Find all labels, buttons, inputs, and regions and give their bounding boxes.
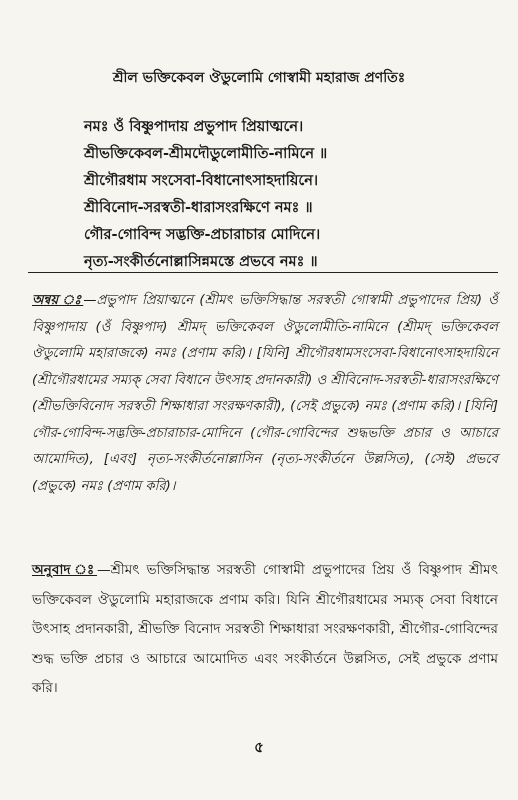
page-heading: শ্রীল ভক্তিকেবল ঔডুলোমি গোস্বামী মহারাজ প্রণতিঃ <box>112 70 406 86</box>
divider-line <box>28 272 498 273</box>
translation-label: অনুবাদ ঃ <box>32 562 97 578</box>
sanskrit-verse <box>84 114 504 276</box>
verse-line: নমঃ ওঁ বিষ্ণুপাদায় প্রভুপাদ প্রিয়াত্মনে। <box>84 119 304 135</box>
verse-line: শ্রীভক্তিকেবল-শ্রীমদৌডুলোমীতি-নামিনে ॥ <box>84 146 328 162</box>
anvaya-text: —প্রভুপাদ প্রিয়াত্মনে (শ্রীমৎ ভক্তিসিদ্ধান্ত সরস্বতী গোস্বামী প্রভুপাদের প্রিয়) ওঁ বিষ্ণুপাদায় (ওঁ বিষ্ণুপাদ) শ্রীমদ্ ভক্তিকেবল ঔডুলোমীতি-নামিনে (শ্রীমদ্ ভক্তিকেবল ঔডুলোমি মহারাজকে) নমঃ (প্রণাম করি)। [যিনি] শ্রীগৌরধামসংসেবা-বিধানোৎসাহদায়িনে (শ্রীগৌরধামের সম্যক্ সেবা বিধানে উৎসাহ প্রদানকারী) ও শ্রীবিনোদ-সরস্বতী-ধারাসংরক্ষিণে (শ্রীভক্তিবিনোদ সরস্বতী শিক্ষাধারা সংরক্ষণকারী), (সেই প্রভুকে) নমঃ (প্রণাম করি)। [যিনি] গৌর-গোবিন্দ-সদ্ভক্তি-প্রচারাচার-মোদিনে (গৌর-গোবিন্দের শুদ্ধভক্তি প্রচার ও আচারে আমোদিত), [এবং] নৃত্য-সংকীর্তনোল্লাসিন (নৃত্য-সংকীর্তনে উল্লসিত), (সেই) প্রভবে (প্রভুকে) নমঃ (প্রণাম করি)। <box>32 293 499 494</box>
translation-paragraph <box>32 556 498 704</box>
page-number: ৫ <box>254 738 264 756</box>
translation-text: —শ্রীমৎ ভক্তিসিদ্ধান্ত সরস্বতী গোস্বামী প্রভুপাদের প্রিয় ওঁ বিষ্ণুপাদ শ্রীমৎ ভক্তিকেবল ঔডুলোমি মহারাজকে প্রণাম করি। যিনি শ্রীগৌরধামের সম্যক্ সেবা বিধানে উৎসাহ প্রদানকারী, শ্রীভক্তি বিনোদ সরস্বতী শিক্ষাধারা সংরক্ষণকারী, শ্রীগৌর-গোবিন্দের শুদ্ধ ভক্তি প্রচার ও আচারে আমোদিত এবং সংকীর্তনে উল্লসিত, সেই প্রভুকে প্রণাম করি। <box>32 562 498 696</box>
anvaya-paragraph <box>32 288 498 500</box>
verse-line: গৌর-গোবিন্দ সদ্ভক্তি-প্রচারাচার মোদিনে। <box>84 227 321 243</box>
verse-line: শ্রীগৌরধাম সংসেবা-বিধানোৎসাহদায়িনে। <box>84 173 319 189</box>
verse-line: শ্রীবিনোদ-সরস্বতী-ধারাসংরক্ষিণে নমঃ ॥ <box>84 200 313 216</box>
anvaya-label: অন্বয় ঃ <box>32 293 84 308</box>
verse-line: নৃত্য-সংকীর্তনোল্লাসিন্নমস্তে প্রভবে নমঃ ॥ <box>84 254 318 270</box>
